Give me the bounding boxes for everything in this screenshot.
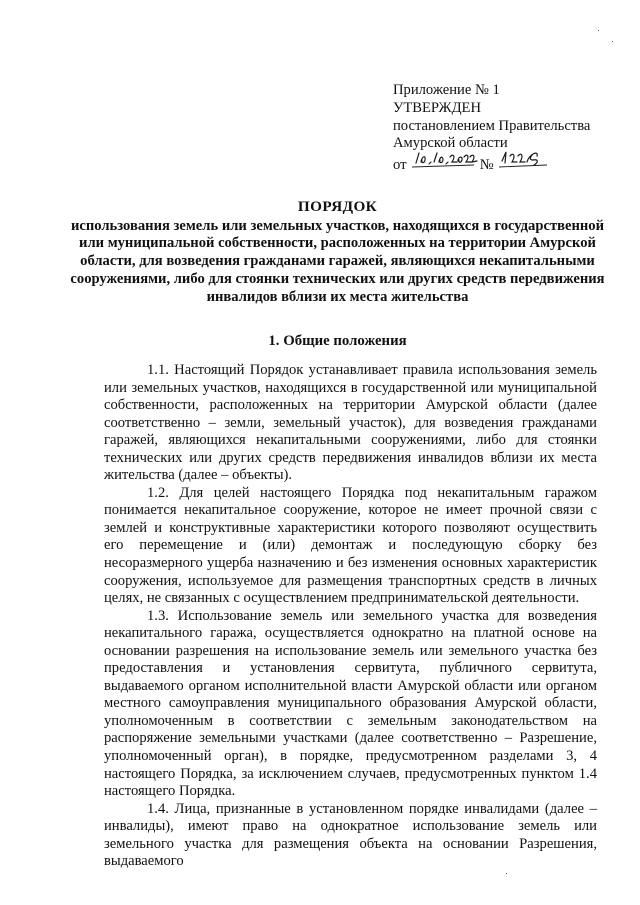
paragraph-1-3: 1.3. Использование земель или земельного участка для возведения некапитального гаража, осуществляется однократно на платной основе на основании разрешения на использование земель или земельного участка без предоставления и установления сервитута, публичного сервитута, выдаваемого органом исполнительной власти Амурской области или органом местного самоуправления муниципального образования Амурской области, уполномоченным в соответствии с земельным законодательством на распоряжение земельными участками (далее соответственно – Разрешение, уполномоченный орган), в порядке, предусмотренном разделами 3, 4 настоящего Порядка, за исключением случаев, предусмотренных пунктом 1.4 настоящего Порядка. <box>104 607 597 800</box>
scan-speck <box>612 41 613 42</box>
scan-speck <box>506 873 507 874</box>
region-name: Амурской области <box>393 135 508 152</box>
handwritten-number-icon <box>497 153 553 171</box>
approved-by: постановлением Правительства <box>393 117 591 134</box>
section-1-title: 1. Общие положения <box>268 333 407 349</box>
section-1-body <box>104 362 597 871</box>
document-title <box>70 198 605 306</box>
paragraph-1-1: 1.1. Настоящий Порядок устанавливает правила использования земель или земельных участков, находящихся в государственной или муниципальной собственности, расположенных на территории Амурской области (далее соответственно – земли, земельный участок), для возведения гражданами гаражей, являющихся некапитальными сооружениями, либо для стоянки технических или других средств передвижения инвалидов вблизи их места жительства (далее – объекты). <box>104 362 597 484</box>
title-heading: ПОРЯДОК <box>297 198 378 215</box>
approved-label: УТВЕРЖДЕН <box>393 99 481 116</box>
date-number-line <box>393 153 623 175</box>
title-subtitle: использования земель или земельных участков, находящихся в государственной или муниципальной собственности, расположенных на территории Амурской области, для возведения гражданами гаражей, являющихся некапитальными сооружениями, либо для стоянки технических или других средств передвижения инвалидов вблизи их места жительства <box>70 217 605 305</box>
number-sign: № <box>479 157 494 174</box>
paragraph-1-4: 1.4. Лица, признанные в установленном порядке инвалидами (далее – инвалиды), имеют право на однократное использование земель или земельного участка для размещения объекта на основании Разрешения, выдаваемого <box>104 800 597 870</box>
appendix-number: Приложение № 1 <box>393 82 500 98</box>
approval-block <box>393 82 623 175</box>
paragraph-1-2: 1.2. Для целей настоящего Порядка под некапитальным гаражом понимается некапитальное сооружение, которое не имеет прочной связи с землей и конструктивные характеристики которого позволяют осуществить его перемещение и (или) демонтаж и последующую сборку без несоразмерного ущерба назначению и без изменения основных характеристик сооружения, используемое для размещения транспортных средств в личных целях, не связанных с осуществлением предпринимательской деятельности. <box>104 484 597 607</box>
scan-speck <box>598 30 599 31</box>
handwritten-date-icon <box>410 153 476 171</box>
date-prefix: от <box>393 157 407 174</box>
